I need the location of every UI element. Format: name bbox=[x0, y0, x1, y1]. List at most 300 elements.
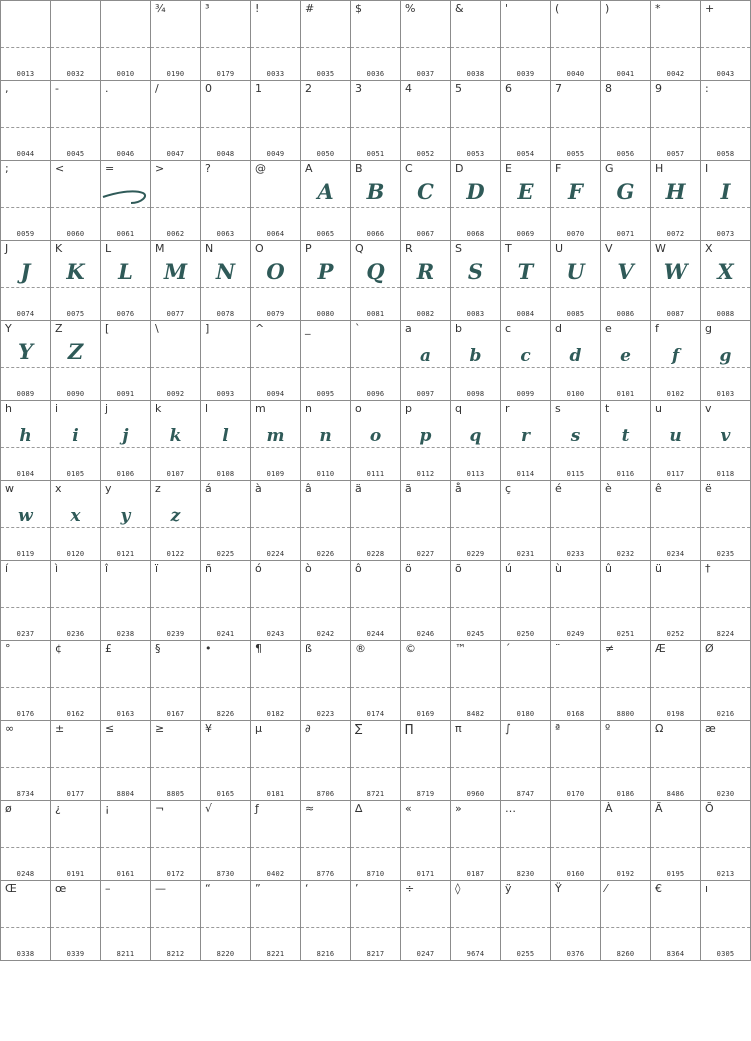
glyph-cell bbox=[401, 481, 451, 561]
character-code: 0255 bbox=[516, 950, 535, 958]
character-label: b bbox=[455, 322, 462, 335]
glyph-cell bbox=[401, 721, 451, 801]
font-glyph-sample: p bbox=[419, 426, 432, 446]
glyph-cell bbox=[251, 801, 301, 881]
glyph-cell bbox=[1, 161, 51, 241]
glyph-cell bbox=[351, 641, 401, 721]
glyph-cell bbox=[151, 801, 201, 881]
character-label: v bbox=[705, 402, 712, 415]
glyph-cell bbox=[51, 881, 101, 961]
font-glyph-sample: g bbox=[719, 346, 732, 366]
character-label: z bbox=[155, 482, 161, 495]
character-code: 0174 bbox=[366, 710, 385, 718]
character-code: 0036 bbox=[366, 70, 385, 78]
glyph-cell bbox=[551, 81, 601, 161]
character-label: ” bbox=[255, 882, 261, 895]
font-glyph-sample: L bbox=[118, 259, 133, 284]
character-code: 0072 bbox=[666, 230, 685, 238]
character-label: > bbox=[155, 162, 165, 175]
glyph-cell bbox=[101, 561, 151, 641]
glyph-cell bbox=[1, 1, 51, 81]
character-label: • bbox=[205, 642, 212, 655]
character-label: N bbox=[205, 242, 214, 255]
character-label: \ bbox=[155, 322, 159, 335]
font-glyph-sample: h bbox=[19, 426, 32, 446]
character-label: £ bbox=[105, 642, 112, 655]
character-code: 0245 bbox=[466, 630, 485, 638]
character-label: j bbox=[105, 402, 109, 415]
font-glyph-sample: I bbox=[720, 179, 731, 204]
glyph-cell bbox=[351, 161, 401, 241]
glyph-cell bbox=[151, 321, 201, 401]
character-code: 0104 bbox=[16, 470, 35, 478]
character-code: 0086 bbox=[616, 310, 635, 318]
character-label: ¥ bbox=[205, 722, 212, 735]
character-label: ı bbox=[705, 882, 709, 895]
font-glyph-sample: K bbox=[66, 259, 85, 284]
glyph-cell bbox=[51, 241, 101, 321]
glyph-cell bbox=[1, 721, 51, 801]
character-label: s bbox=[555, 402, 561, 415]
glyph-cell bbox=[151, 161, 201, 241]
character-label: ‘ bbox=[305, 882, 309, 895]
character-label: g bbox=[705, 322, 712, 335]
glyph-cell bbox=[1, 881, 51, 961]
character-code: 0179 bbox=[216, 70, 235, 78]
character-code: 8730 bbox=[216, 870, 235, 878]
character-code: 0091 bbox=[116, 390, 135, 398]
character-code: 0075 bbox=[66, 310, 85, 318]
character-label: 0 bbox=[205, 82, 212, 95]
glyph-cell bbox=[301, 641, 351, 721]
glyph-cell bbox=[501, 801, 551, 881]
character-code: 0246 bbox=[416, 630, 435, 638]
character-code: 0112 bbox=[416, 470, 435, 478]
glyph-cell bbox=[451, 161, 501, 241]
character-code: 0162 bbox=[66, 710, 85, 718]
character-label: € bbox=[655, 882, 662, 895]
glyph-cell bbox=[301, 561, 351, 641]
glyph-cell bbox=[301, 81, 351, 161]
character-label: f bbox=[655, 322, 659, 335]
character-code: 0122 bbox=[166, 550, 185, 558]
font-glyph-sample: e bbox=[620, 346, 631, 366]
glyph-cell bbox=[651, 241, 701, 321]
character-code: 0177 bbox=[66, 790, 85, 798]
character-code: 0058 bbox=[716, 150, 735, 158]
character-code: 0042 bbox=[666, 70, 685, 78]
character-label: ∞ bbox=[5, 722, 15, 735]
font-glyph-sample: B bbox=[366, 179, 385, 204]
character-code: 0249 bbox=[566, 630, 585, 638]
glyph-cell bbox=[251, 721, 301, 801]
glyph-cell bbox=[151, 81, 201, 161]
character-label: F bbox=[555, 162, 562, 175]
character-label: J bbox=[5, 242, 9, 255]
glyph-cell bbox=[651, 1, 701, 81]
character-label: ù bbox=[555, 562, 562, 575]
character-label: n bbox=[305, 402, 312, 415]
glyph-cell bbox=[351, 1, 401, 81]
glyph-cell bbox=[201, 481, 251, 561]
glyph-cell bbox=[301, 881, 351, 961]
glyph-cell bbox=[501, 321, 551, 401]
character-label: % bbox=[405, 2, 416, 15]
character-label: √ bbox=[205, 802, 213, 815]
glyph-cell bbox=[51, 721, 101, 801]
font-glyph-sample: R bbox=[416, 259, 435, 284]
character-label: ( bbox=[555, 2, 560, 15]
character-label: l bbox=[205, 402, 209, 415]
glyph-cell bbox=[51, 321, 101, 401]
glyph-cell bbox=[701, 401, 751, 481]
glyph-cell bbox=[551, 881, 601, 961]
character-label: 6 bbox=[505, 82, 512, 95]
character-code: 0239 bbox=[166, 630, 185, 638]
character-label: ¬ bbox=[155, 802, 165, 815]
character-label: W bbox=[655, 242, 666, 255]
character-code: 0076 bbox=[116, 310, 135, 318]
character-code: 0050 bbox=[316, 150, 335, 158]
character-code: 0060 bbox=[66, 230, 85, 238]
character-label: E bbox=[505, 162, 512, 175]
font-glyph-sample: P bbox=[317, 259, 334, 284]
character-code: 0110 bbox=[316, 470, 335, 478]
character-label: ' bbox=[505, 2, 509, 15]
glyph-cell bbox=[501, 881, 551, 961]
character-code: 0085 bbox=[566, 310, 585, 318]
glyph-cell bbox=[601, 241, 651, 321]
font-glyph-sample: V bbox=[617, 259, 634, 284]
character-code: 0198 bbox=[666, 710, 685, 718]
character-label: ü bbox=[655, 562, 662, 575]
character-label: ¿ bbox=[55, 802, 61, 815]
character-code: 0081 bbox=[366, 310, 385, 318]
glyph-cell bbox=[451, 321, 501, 401]
glyph-cell bbox=[101, 81, 151, 161]
character-code: 0224 bbox=[266, 550, 285, 558]
character-code: 8719 bbox=[416, 790, 435, 798]
glyph-cell bbox=[101, 1, 151, 81]
character-code: 8260 bbox=[616, 950, 635, 958]
character-code: 0064 bbox=[266, 230, 285, 238]
character-code: 0167 bbox=[166, 710, 185, 718]
glyph-cell bbox=[401, 81, 451, 161]
character-code: 0960 bbox=[466, 790, 485, 798]
font-glyph-sample: Z bbox=[67, 339, 84, 364]
character-label: $ bbox=[355, 2, 362, 15]
character-label: . bbox=[105, 82, 109, 95]
glyph-cell bbox=[451, 401, 501, 481]
character-code: 0187 bbox=[466, 870, 485, 878]
character-code: 0114 bbox=[516, 470, 535, 478]
character-code: 0186 bbox=[616, 790, 635, 798]
character-label: ≤ bbox=[105, 722, 115, 735]
glyph-cell bbox=[551, 641, 601, 721]
character-code: 0170 bbox=[566, 790, 585, 798]
character-code: 0033 bbox=[266, 70, 285, 78]
character-label: k bbox=[155, 402, 162, 415]
character-label: C bbox=[405, 162, 413, 175]
character-code: 0079 bbox=[266, 310, 285, 318]
character-code: 0117 bbox=[666, 470, 685, 478]
glyph-cell bbox=[1, 801, 51, 881]
glyph-cell bbox=[351, 721, 401, 801]
character-code: 0087 bbox=[666, 310, 685, 318]
glyph-cell bbox=[101, 401, 151, 481]
glyph-cell bbox=[501, 401, 551, 481]
character-label: î bbox=[105, 562, 109, 575]
character-label: ! bbox=[255, 2, 260, 15]
glyph-cell bbox=[601, 801, 651, 881]
character-label: ³ bbox=[205, 2, 210, 15]
glyph-cell bbox=[601, 721, 651, 801]
character-label: ≠ bbox=[605, 642, 615, 655]
character-label: é bbox=[555, 482, 562, 495]
character-label: ⁄ bbox=[605, 882, 607, 895]
character-label: d bbox=[555, 322, 562, 335]
glyph-cell bbox=[1, 641, 51, 721]
glyph-cell bbox=[201, 321, 251, 401]
character-label: ú bbox=[505, 562, 512, 575]
font-glyph-sample: J bbox=[20, 259, 31, 284]
character-label: h bbox=[5, 402, 12, 415]
character-label: 5 bbox=[455, 82, 462, 95]
glyph-cell bbox=[451, 1, 501, 81]
character-code: 0057 bbox=[666, 150, 685, 158]
character-label: è bbox=[605, 482, 612, 495]
character-label: ¶ bbox=[255, 642, 262, 655]
character-code: 0082 bbox=[416, 310, 435, 318]
character-label: 9 bbox=[655, 82, 662, 95]
glyph-cell bbox=[451, 241, 501, 321]
character-label: Q bbox=[355, 242, 364, 255]
character-code: 0078 bbox=[216, 310, 235, 318]
glyph-cell bbox=[301, 721, 351, 801]
glyph-cell bbox=[601, 1, 651, 81]
character-code: 0077 bbox=[166, 310, 185, 318]
character-label: B bbox=[355, 162, 363, 175]
font-glyph-sample: H bbox=[665, 179, 686, 204]
character-label: π bbox=[455, 722, 462, 735]
glyph-cell bbox=[651, 801, 701, 881]
font-glyph-sample: m bbox=[266, 426, 285, 446]
character-label: ] bbox=[205, 322, 210, 335]
glyph-cell bbox=[501, 721, 551, 801]
glyph-cell bbox=[601, 81, 651, 161]
character-label: ò bbox=[305, 562, 312, 575]
character-code: 0233 bbox=[566, 550, 585, 558]
character-label: ì bbox=[55, 562, 59, 575]
character-label: 3 bbox=[355, 82, 362, 95]
character-label: ¾ bbox=[155, 2, 166, 15]
glyph-cell bbox=[151, 641, 201, 721]
character-label: ≥ bbox=[155, 722, 165, 735]
glyph-cell bbox=[701, 81, 751, 161]
character-label: † bbox=[705, 562, 711, 575]
character-label: 7 bbox=[555, 82, 562, 95]
character-label: y bbox=[105, 482, 112, 495]
glyph-cell bbox=[251, 561, 301, 641]
character-label: O bbox=[255, 242, 264, 255]
glyph-cell bbox=[601, 321, 651, 401]
font-glyph-sample: T bbox=[517, 259, 534, 284]
glyph-cell bbox=[251, 481, 301, 561]
character-label: ï bbox=[155, 562, 159, 575]
character-label: ) bbox=[605, 2, 610, 15]
glyph-cell bbox=[451, 641, 501, 721]
glyph-cell bbox=[101, 321, 151, 401]
glyph-cell bbox=[451, 881, 501, 961]
character-code: 8482 bbox=[466, 710, 485, 718]
character-label: Ÿ bbox=[555, 882, 562, 895]
character-label: µ bbox=[255, 722, 262, 735]
glyph-cell bbox=[1, 241, 51, 321]
character-code: 0248 bbox=[16, 870, 35, 878]
glyph-cell bbox=[601, 561, 651, 641]
character-label: V bbox=[605, 242, 613, 255]
character-code: 0010 bbox=[116, 70, 135, 78]
character-label: : bbox=[705, 82, 709, 95]
glyph-cell bbox=[51, 561, 101, 641]
character-code: 0040 bbox=[566, 70, 585, 78]
glyph-cell bbox=[251, 161, 301, 241]
character-label: ÷ bbox=[405, 882, 415, 895]
character-code: 0103 bbox=[716, 390, 735, 398]
glyph-cell bbox=[351, 401, 401, 481]
font-glyph-sample: X bbox=[717, 259, 734, 284]
character-code: 0305 bbox=[716, 950, 735, 958]
character-label: À bbox=[605, 802, 613, 815]
character-label: ¨ bbox=[555, 642, 561, 655]
character-code: 0119 bbox=[16, 550, 35, 558]
character-code: 8221 bbox=[266, 950, 285, 958]
character-code: 0094 bbox=[266, 390, 285, 398]
glyph-cell bbox=[401, 1, 451, 81]
character-code: 0095 bbox=[316, 390, 335, 398]
font-glyph-sample: f bbox=[671, 346, 680, 366]
character-code: 0105 bbox=[66, 470, 85, 478]
character-label: R bbox=[405, 242, 413, 255]
character-label: A bbox=[305, 162, 313, 175]
character-label: ë bbox=[705, 482, 712, 495]
character-code: 0043 bbox=[716, 70, 735, 78]
character-code: 0049 bbox=[266, 150, 285, 158]
glyph-cell bbox=[101, 161, 151, 241]
character-label: ; bbox=[5, 162, 9, 175]
font-glyph-sample: N bbox=[215, 259, 236, 284]
character-label: D bbox=[455, 162, 464, 175]
character-code: 0070 bbox=[566, 230, 585, 238]
character-label: ’ bbox=[355, 882, 359, 895]
character-code: 0099 bbox=[516, 390, 535, 398]
character-label: Ω bbox=[655, 722, 664, 735]
glyph-cell bbox=[501, 81, 551, 161]
character-label: ƒ bbox=[255, 802, 259, 815]
character-code: 0084 bbox=[516, 310, 535, 318]
glyph-cell bbox=[1, 81, 51, 161]
character-label: º bbox=[605, 722, 611, 735]
glyph-cell bbox=[251, 401, 301, 481]
character-label: w bbox=[5, 482, 14, 495]
glyph-cell bbox=[601, 161, 651, 241]
character-label: a bbox=[405, 322, 412, 335]
glyph-cell bbox=[251, 321, 301, 401]
glyph-cell bbox=[51, 161, 101, 241]
font-glyph-sample: a bbox=[419, 346, 431, 366]
glyph-cell bbox=[701, 481, 751, 561]
swash-stroke bbox=[103, 191, 145, 203]
glyph-cell bbox=[651, 321, 701, 401]
glyph-cell bbox=[251, 881, 301, 961]
character-label: ä bbox=[355, 482, 362, 495]
character-code: 0115 bbox=[566, 470, 585, 478]
character-label: 1 bbox=[255, 82, 262, 95]
font-glyph-sample: j bbox=[122, 426, 129, 446]
character-label: * bbox=[655, 2, 661, 15]
glyph-cell bbox=[701, 241, 751, 321]
swash-glyph-sample bbox=[101, 183, 151, 213]
character-code: 0100 bbox=[566, 390, 585, 398]
font-glyph-sample: l bbox=[222, 426, 229, 446]
glyph-cell bbox=[101, 881, 151, 961]
glyph-cell bbox=[701, 1, 751, 81]
glyph-cell bbox=[451, 81, 501, 161]
character-code: 0083 bbox=[466, 310, 485, 318]
character-code: 0068 bbox=[466, 230, 485, 238]
glyph-cell bbox=[451, 561, 501, 641]
glyph-cell bbox=[701, 881, 751, 961]
font-glyph-sample: r bbox=[521, 426, 530, 446]
character-code: 0063 bbox=[216, 230, 235, 238]
glyph-cell bbox=[651, 561, 701, 641]
character-label: å bbox=[455, 482, 462, 495]
font-glyph-sample: F bbox=[568, 179, 583, 204]
character-code: 8220 bbox=[216, 950, 235, 958]
character-label: u bbox=[655, 402, 662, 415]
glyph-cell bbox=[101, 481, 151, 561]
character-label: G bbox=[605, 162, 614, 175]
glyph-cell bbox=[351, 561, 401, 641]
glyph-cell bbox=[201, 881, 251, 961]
glyph-cell bbox=[401, 401, 451, 481]
character-label: @ bbox=[255, 162, 266, 175]
glyph-cell bbox=[51, 641, 101, 721]
glyph-cell bbox=[601, 481, 651, 561]
font-glyph-sample: o bbox=[369, 426, 382, 446]
character-label: … bbox=[505, 802, 516, 815]
character-code: 0172 bbox=[166, 870, 185, 878]
character-label: ÿ bbox=[505, 882, 512, 895]
character-code: 0190 bbox=[166, 70, 185, 78]
font-glyph-sample: D bbox=[466, 179, 485, 204]
character-code: 0247 bbox=[416, 950, 435, 958]
character-code: 0032 bbox=[66, 70, 85, 78]
glyph-cell bbox=[451, 481, 501, 561]
glyph-cell bbox=[501, 1, 551, 81]
font-glyph-sample: v bbox=[720, 426, 731, 446]
glyph-cell bbox=[1, 401, 51, 481]
font-glyph-sample: y bbox=[120, 506, 131, 526]
character-label: ∫ bbox=[505, 722, 511, 735]
glyph-cell bbox=[51, 1, 101, 81]
font-glyph-sample: Q bbox=[366, 259, 385, 284]
character-label: e bbox=[605, 322, 612, 335]
glyph-cell bbox=[101, 801, 151, 881]
character-label: ^ bbox=[255, 322, 265, 335]
character-code: 0231 bbox=[516, 550, 535, 558]
glyph-cell bbox=[301, 481, 351, 561]
